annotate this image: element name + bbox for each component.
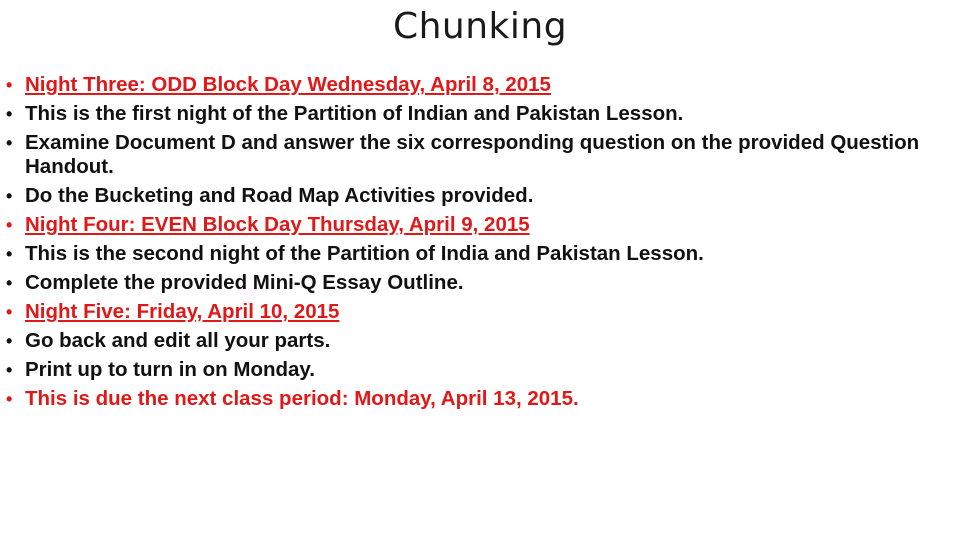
bullet-list xyxy=(6,73,950,416)
slide-title: Chunking xyxy=(392,6,568,47)
bullet-text: Night Four: EVEN Block Day Thursday, April 9, 2015 xyxy=(25,213,530,236)
bullet-item xyxy=(6,131,950,179)
bullet-text: Go back and edit all your parts. xyxy=(25,329,331,352)
bullet-text: This is the first night of the Partition of Indian and Pakistan Lesson. xyxy=(25,102,684,125)
bullet-text: This is due the next class period: Monday, April 13, 2015. xyxy=(25,387,579,410)
bullet-text: Complete the provided Mini-Q Essay Outline. xyxy=(25,271,464,294)
bullet-item xyxy=(6,329,950,353)
bullet-night-four-heading xyxy=(6,213,950,237)
bullet-icon: • xyxy=(6,331,13,351)
bullet-icon: • xyxy=(6,273,13,293)
bullet-icon: • xyxy=(6,215,13,235)
bullet-due-date xyxy=(6,387,950,411)
bullet-text: Night Five: Friday, April 10, 2015 xyxy=(25,300,340,323)
bullet-icon: • xyxy=(6,389,13,409)
bullet-item xyxy=(6,102,950,126)
bullet-item xyxy=(6,184,950,208)
bullet-night-five-heading xyxy=(6,300,950,324)
bullet-icon: • xyxy=(6,186,13,206)
bullet-item xyxy=(6,242,950,266)
bullet-text: This is the second night of the Partition of India and Pakistan Lesson. xyxy=(25,242,704,265)
bullet-text: Do the Bucketing and Road Map Activities provided. xyxy=(25,184,534,207)
bullet-text: Print up to turn in on Monday. xyxy=(25,358,315,381)
bullet-icon: • xyxy=(6,133,13,153)
bullet-text: Examine Document D and answer the six corresponding question on the provided Question Handout. xyxy=(25,131,920,178)
bullet-icon: • xyxy=(6,360,13,380)
bullet-item xyxy=(6,358,950,382)
bullet-icon: • xyxy=(6,302,13,322)
bullet-text: Night Three: ODD Block Day Wednesday, April 8, 2015 xyxy=(25,73,551,96)
bullet-icon: • xyxy=(6,104,13,124)
bullet-icon: • xyxy=(6,244,13,264)
bullet-item xyxy=(6,271,950,295)
bullet-night-three-heading xyxy=(6,73,950,97)
bullet-icon: • xyxy=(6,75,13,95)
